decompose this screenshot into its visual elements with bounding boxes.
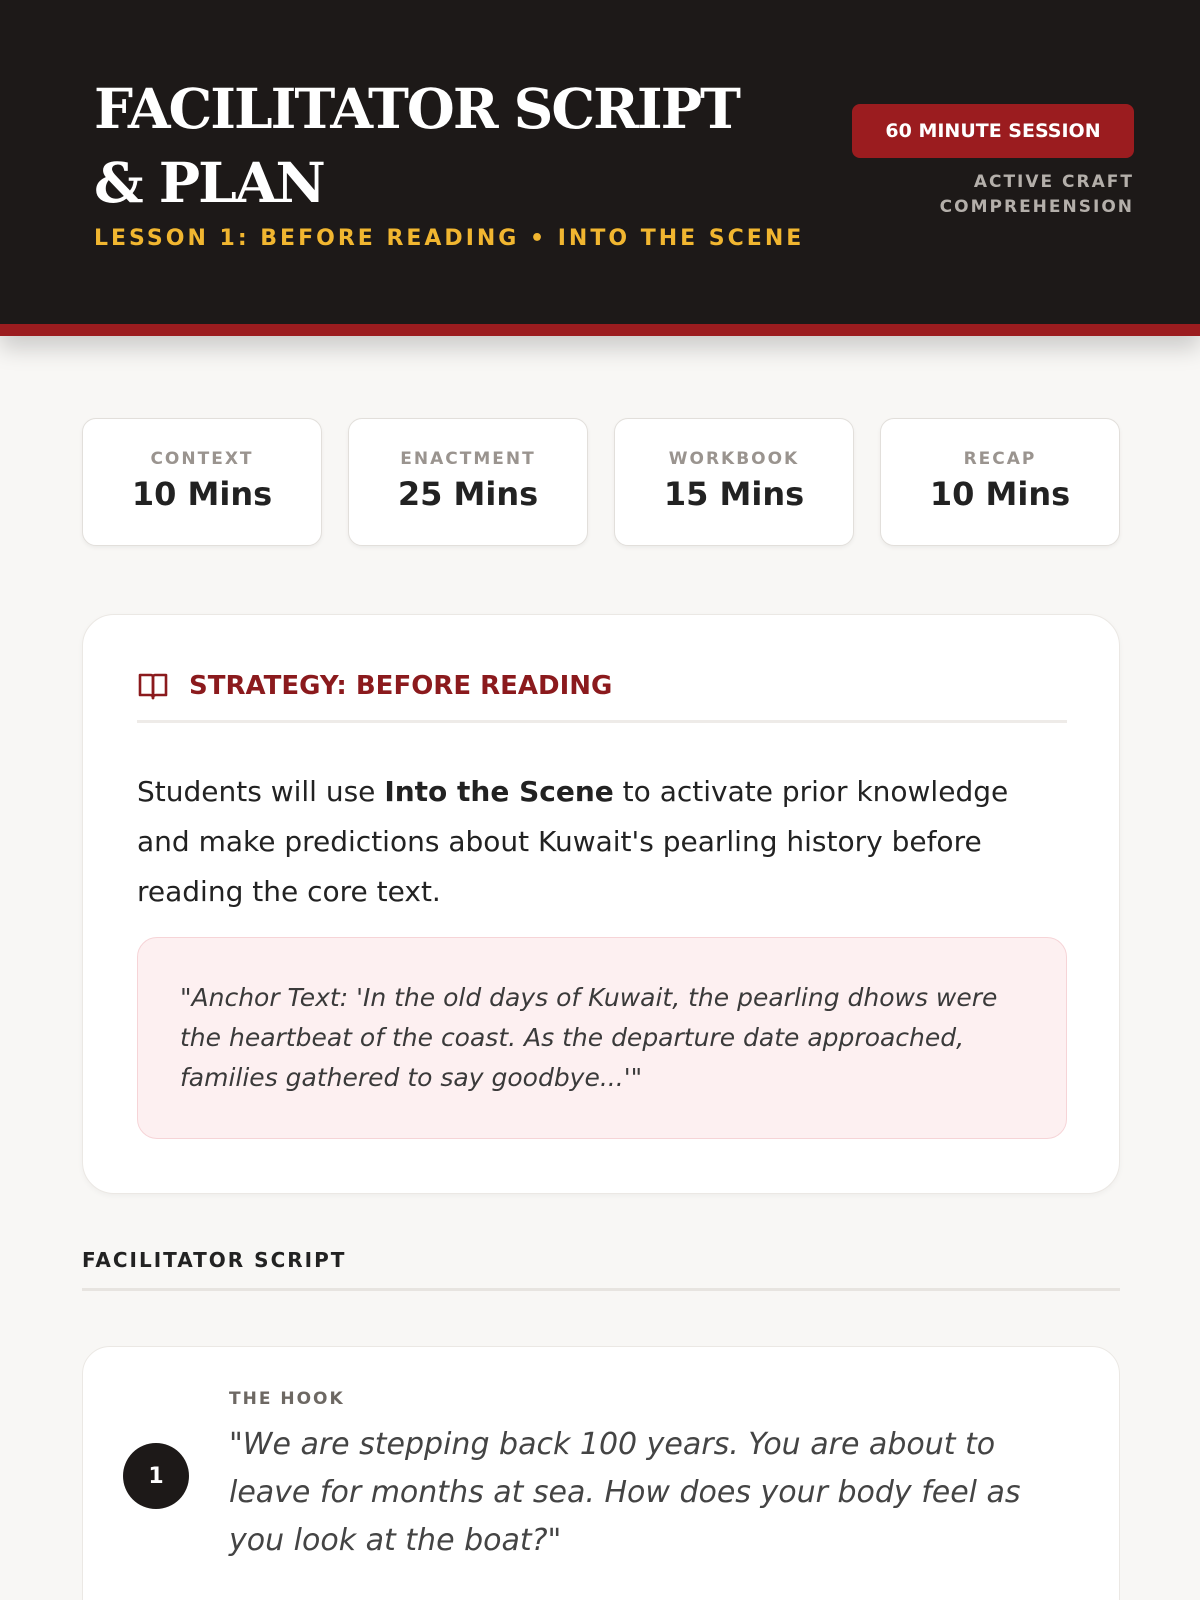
facilitator-script-heading: FACILITATOR SCRIPT — [82, 1248, 347, 1272]
tag-comprehension: COMPREHENSION — [939, 197, 1134, 217]
step-number-badge: 1 — [123, 1443, 189, 1509]
strategy-card — [82, 614, 1120, 1194]
timing-value: 10 Mins — [131, 475, 273, 513]
page-header — [0, 0, 1200, 336]
anchor-text-quote: "Anchor Text: 'In the old days of Kuwait, the pearling dhows were the heartbeat of the coast. As the departure date approached, families gathered to say goodbye...'" — [137, 937, 1067, 1139]
strategy-title: STRATEGY: BEFORE READING — [189, 671, 613, 701]
timing-card-context — [82, 418, 322, 546]
timing-card-workbook — [614, 418, 854, 546]
strategy-description — [137, 767, 1067, 917]
book-open-icon — [137, 669, 169, 705]
timing-label: CONTEXT — [150, 449, 254, 469]
timing-label: ENACTMENT — [400, 449, 536, 469]
lesson-tags — [940, 170, 1134, 220]
lesson-subtitle: LESSON 1: BEFORE READING • INTO THE SCENE — [94, 226, 805, 251]
tag-active-craft: ACTIVE CRAFT — [973, 172, 1134, 192]
timing-card-enactment — [348, 418, 588, 546]
strategy-body-prefix: Students will use — [137, 775, 385, 808]
timing-value: 25 Mins — [397, 475, 539, 513]
timing-card-recap — [880, 418, 1120, 546]
session-duration-badge: 60 MINUTE SESSION — [852, 104, 1134, 158]
strategy-header — [137, 669, 1067, 723]
step-script-text: "We are stepping back 100 years. You are about to leave for months at sea. How does your body feel as you look at the boat?" — [229, 1427, 1021, 1558]
script-step-card — [82, 1346, 1120, 1600]
strategy-body-suffix: to activate prior knowledge and make predictions about Kuwait's pearling history before reading the core text. — [137, 775, 1009, 908]
page-title: FACILITATOR SCRIPT & PLAN — [94, 76, 739, 215]
timing-label: WORKBOOK — [668, 449, 800, 469]
timing-value: 10 Mins — [929, 475, 1071, 513]
timing-value: 15 Mins — [663, 475, 805, 513]
strategy-name: Into the Scene — [384, 775, 614, 808]
timing-label: RECAP — [963, 449, 1037, 469]
step-label: THE HOOK — [229, 1389, 345, 1409]
section-divider — [82, 1288, 1120, 1291]
